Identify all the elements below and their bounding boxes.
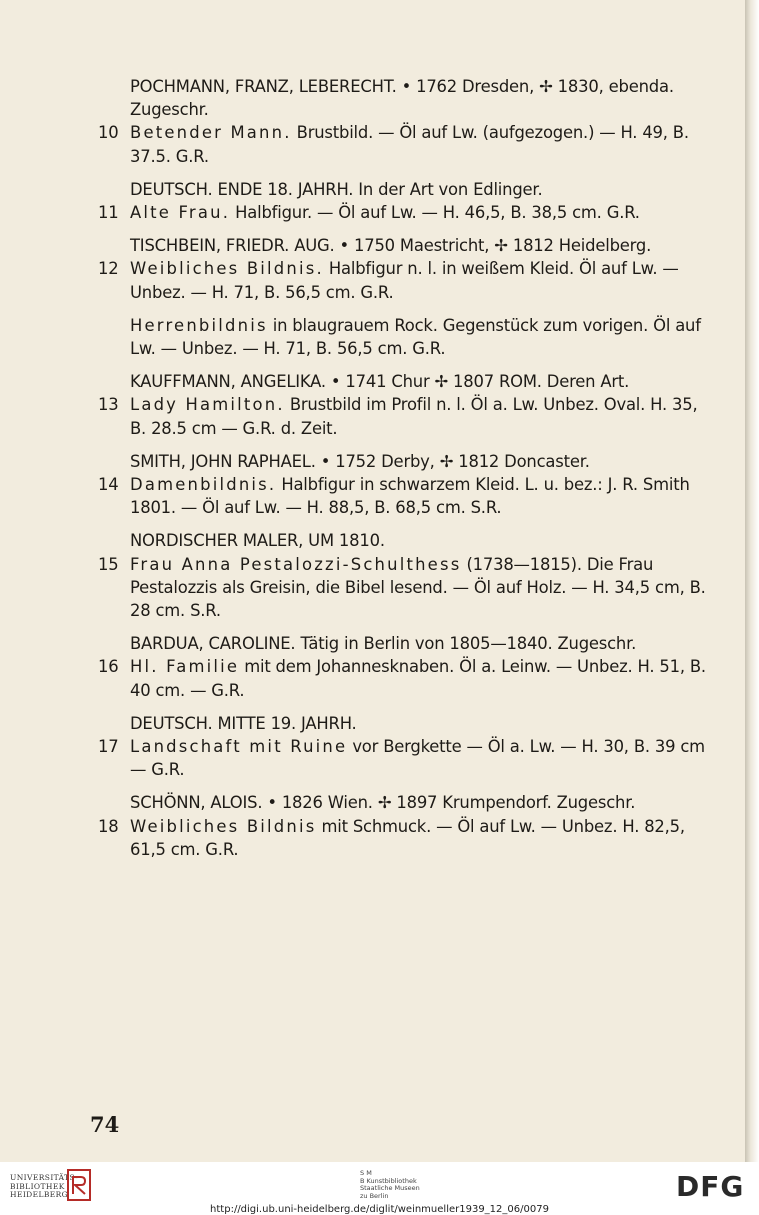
entry-description: Halbfigur n. l. in weißem Kleid. Öl auf Lw. — Unbez. — H. 71, B. 56,5 cm. G.R. <box>130 259 679 302</box>
entry-number: 15 <box>98 554 119 574</box>
catalog-entry <box>98 473 708 519</box>
entry-number: 14 <box>98 475 119 495</box>
artist-heading: NORDISCHER MALER, UM 1810. <box>130 531 385 551</box>
smb-line: B Kunstbibliothek <box>360 1176 417 1185</box>
logo-text: UNIVERSITÄTS- BIBLIOTHEK HEIDELBERG <box>10 1173 79 1199</box>
entry-description: Brustbild. — Öl auf Lw. (aufgezogen.) — H. 49, B. 37.5. G.R. <box>130 123 689 166</box>
artist-heading: KAUFFMANN, ANGELIKA. • 1741 Chur ✢ 1807 ROM. Deren Art. <box>130 372 630 392</box>
smb-line: Staatliche Museen <box>360 1184 420 1192</box>
entry-description: mit Schmuck. — Öl auf Lw. — Unbez. H. 82,5, 61,5 cm. G.R. <box>130 816 685 859</box>
entry-description: in blaugrauem Rock. Gegenstück zum vorigen. Öl auf Lw. — Unbez. — H. 71, B. 56,5 cm. G.R. <box>130 315 701 359</box>
entry-description: mit dem Johannesknaben. Öl a. Leinw. — Unbez. H. 51, B. 40 cm. — G.R. <box>130 657 706 700</box>
entry-number: 16 <box>98 657 119 677</box>
smb-line: zu Berlin <box>360 1191 389 1200</box>
entry-number: 12 <box>98 259 119 279</box>
entry-title: Betender Mann. <box>130 123 292 143</box>
catalog-entry <box>98 121 708 167</box>
page-number: 74 <box>90 1112 120 1137</box>
entry-title: Lady Hamilton. <box>130 395 285 415</box>
viewer-footer <box>0 1162 759 1215</box>
catalog-entry <box>98 257 708 303</box>
dfg-logo: DFG <box>676 1170 745 1203</box>
catalog-entry <box>98 553 708 623</box>
permalink-url[interactable]: http://digi.ub.uni-heidelberg.de/diglit/weinmueller1939_12_06/0079 <box>210 1204 549 1215</box>
catalog-entry <box>98 201 708 224</box>
entry-title: Herrenbildnis <box>130 315 268 335</box>
page-edge <box>745 0 759 1162</box>
entry-description: Brustbild im Profil n. l. Öl a. Lw. Unbez. Oval. H. 35, B. 28.5 cm — G.R. d. Zeit. <box>130 395 698 438</box>
entry-number: 11 <box>98 203 119 223</box>
entry-number: 18 <box>98 816 119 836</box>
catalog-entry <box>98 655 708 701</box>
artist-heading: DEUTSCH. ENDE 18. JAHRH. In der Art von Edlinger. <box>130 179 543 199</box>
entry-description: Halbfigur in schwarzem Kleid. L. u. bez.: J. R. Smith 1801. — Öl auf Lw. — H. 88,5, B. 68,5 cm. S.R. <box>130 475 690 518</box>
entry-title: Weibliches Bildnis <box>130 816 317 836</box>
entry-description: vor Bergkette — Öl a. Lw. — H. 30, B. 39 cm — G.R. <box>130 737 705 780</box>
entry-title: Landschaft mit Ruine <box>130 737 348 757</box>
university-seal-icon <box>66 1168 92 1202</box>
entry-title: Weibliches Bildnis. <box>130 259 324 279</box>
catalog-entry <box>98 393 708 439</box>
catalog-text <box>98 75 708 861</box>
entry-number: 17 <box>98 737 119 757</box>
entry-title: Frau Anna Pestalozzi-Schulthess <box>130 554 462 574</box>
entry-title: Hl. Familie <box>130 657 240 677</box>
entry-description: (1738—1815). Die Frau Pestalozzis als Greisin, die Bibel lesend. — Öl auf Holz. — H. 34,5 cm, B. 28 cm. S.R. <box>130 554 706 621</box>
artist-heading: SCHÖNN, ALOIS. • 1826 Wien. ✢ 1897 Krumpendorf. Zugeschr. <box>130 793 636 813</box>
smb-logo <box>360 1170 420 1200</box>
entry-description: Halbfigur. — Öl auf Lw. — H. 46,5, B. 38,5 cm. G.R. <box>235 203 640 223</box>
catalog-entry <box>98 314 708 360</box>
catalog-entry <box>98 815 708 861</box>
artist-heading: BARDUA, CAROLINE. Tätig in Berlin von 1805—1840. Zugeschr. <box>130 634 637 654</box>
artist-heading: DEUTSCH. MITTE 19. JAHRH. <box>130 713 357 733</box>
artist-heading: SMITH, JOHN RAPHAEL. • 1752 Derby, ✢ 1812 Doncaster. <box>130 451 590 471</box>
smb-line: S M <box>360 1169 372 1177</box>
entry-number: 13 <box>98 395 119 415</box>
artist-heading: POCHMANN, FRANZ, LEBERECHT. • 1762 Dresden, ✢ 1830, ebenda. Zugeschr. <box>130 77 674 120</box>
entry-number: 10 <box>98 123 119 143</box>
artist-heading: TISCHBEIN, FRIEDR. AUG. • 1750 Maestricht, ✢ 1812 Heidelberg. <box>130 236 652 256</box>
entry-title: Damenbildnis. <box>130 475 277 495</box>
catalog-entry <box>98 735 708 781</box>
entry-title: Alte Frau. <box>130 203 231 223</box>
